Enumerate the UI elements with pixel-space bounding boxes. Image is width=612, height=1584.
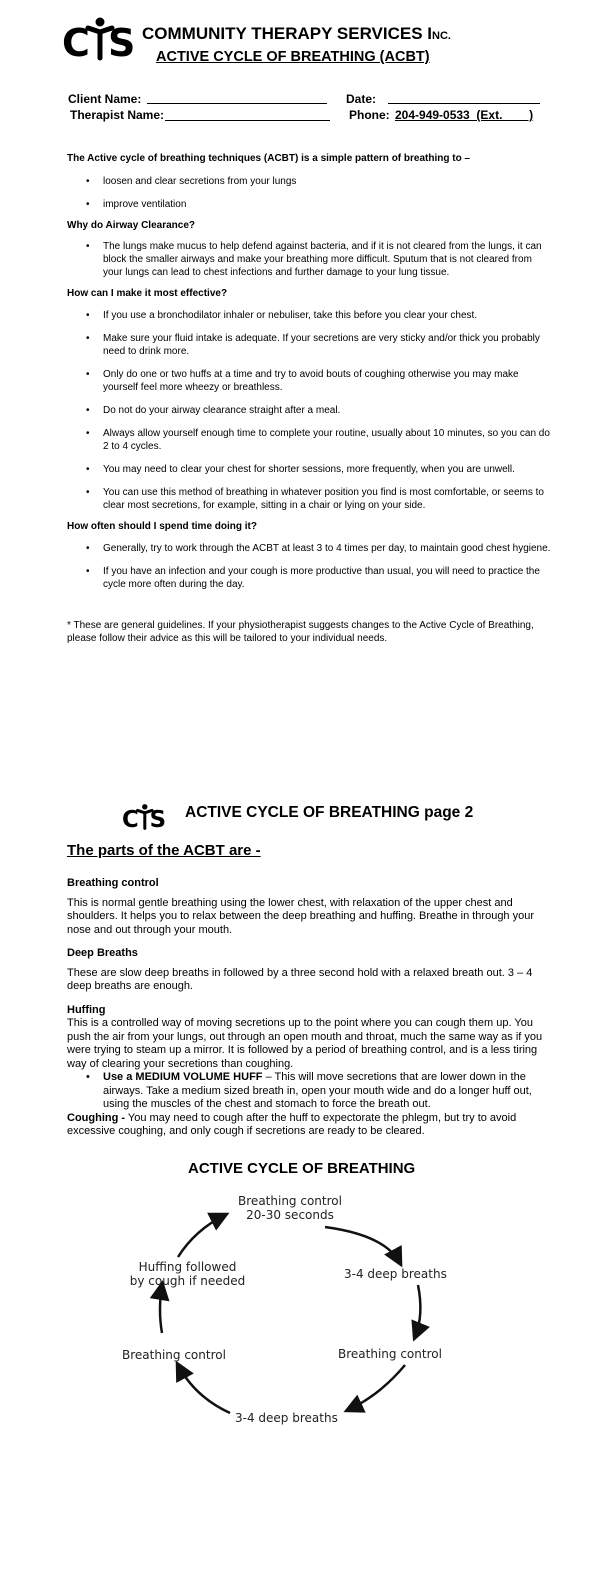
cycle-right-upper-label: 3-4 deep breaths [344,1267,447,1281]
cts-logo [62,14,136,65]
list-item [67,1071,545,1112]
svg-text:S: S [108,21,136,65]
intro-text: The Active cycle of breathing techniques (ACBT) is a simple pattern of breathing to – [67,153,471,164]
huffing-heading: Huffing [67,1003,106,1016]
page1-body [67,152,552,645]
list-item: • Always allow yourself enough time to complete your routine, usually about 10 minutes, so you can do 2 to 4 cycles. [67,427,552,453]
list-item: • The lungs make mucus to help defend against bacteria, and if it is not cleared from the lungs, it can block the smaller airways and make your breathing more difficult. Sputum that is not cleared from your lungs can lead to chest infections and further damage to your lung tissue. [67,240,552,279]
huffing-text: This is a controlled way of moving secretions up to the point where you can cough them up. You push the air from your lungs, out through an open mouth and throat, much the same way as if you were trying to steam up a mirror. It is followed by a period of breathing control, and is a less tiring way of clearing your secretions than coughing. [67,1017,543,1070]
cts-logo-small [122,802,167,834]
org-name: COMMUNITY THERAPY SERVICES INC. [142,24,451,43]
cycle-left-upper-label [120,1260,255,1288]
list-item: • If you have an infection and your cough is more productive than usual, you will need to practice the cycle more often during the day. [67,565,552,591]
svg-text:C: C [62,21,90,65]
list-item: • Generally, try to work through the ACBT at least 3 to 4 times per day, to maintain good chest hygiene. [67,542,552,555]
parts-heading: The parts of the ACBT are - [67,842,261,859]
cycle-bottom-label: 3-4 deep breaths [235,1411,338,1425]
coughing-text [67,1112,545,1139]
cycle-top-label [220,1194,360,1222]
svg-text:S: S [149,807,167,834]
why-bullets [67,240,552,279]
list-item: • You can use this method of breathing in whatever position you find is most comfortable, or seems to clear most secretions, for example, sitting in a chair or lying on your side. [67,486,552,512]
cycle-diagram [100,1185,500,1435]
breathing-control-heading: Breathing control [67,877,159,889]
client-name-label: Client Name: [68,92,142,106]
list-item: • loosen and clear secretions from your lungs [67,175,552,188]
page2-title: ACTIVE CYCLE OF BREATHING page 2 [185,804,474,821]
cycle-title: ACTIVE CYCLE OF BREATHING [188,1160,416,1177]
why-heading: Why do Airway Clearance? [67,220,195,231]
cycle-right-lower-label: Breathing control [338,1347,442,1361]
date-label: Date: [346,92,377,106]
deep-breaths-heading: Deep Breaths [67,947,138,959]
therapist-name-label: Therapist Name: [70,108,165,122]
list-item: • Make sure your fluid intake is adequate. If your secretions are very sticky and/or thick you probably need to drink more. [67,332,552,358]
cycle-left-lower-label: Breathing control [122,1348,226,1362]
cycle-top-line2: 20-30 seconds [246,1208,334,1222]
page2-body [67,877,545,1139]
breathing-control-text: This is normal gentle breathing using the lower chest, with relaxation of the upper chest and shoulders. It helps you to relax between the deep breathing and huffing. Breathe in through your nose and out through your mouth. [67,896,535,936]
list-item: • improve ventilation [67,198,552,211]
huff-bullet-text: – This will move secretions that are lower down in the airways. Take a medium sized breath in, open your mouth wide and do a longer huff out, using the muscles of the chest and stomach to force the breath out. [103,1071,532,1110]
coughing-body: You may need to cough after the huff to expectorate the phlegm, but try to avoid excessive coughing, and only cough if secretions are ready to be cleared. [67,1111,517,1137]
coughing-label: Coughing - [67,1111,126,1124]
list-item: • If you use a bronchodilator inhaler or nebuliser, take this before you clear your chest. [67,309,552,322]
cycle-top-line1: Breathing control [238,1194,342,1208]
how-heading: How can I make it most effective? [67,288,228,299]
phone-label: Phone: [349,108,390,122]
arrow-bottom-right [348,1365,405,1410]
arrow-top-right [325,1227,400,1263]
huffing-bullets [67,1071,545,1112]
footnote: * These are general guidelines. If your physiotherapist suggests changes to the Active Cycle of Breathing, please follow their advice as this will be tailored to your individual needs. [67,620,534,644]
arrow-left [160,1285,162,1333]
therapist-name-field[interactable] [165,120,330,121]
often-bullets [67,542,552,591]
svg-text:C: C [122,807,139,834]
deep-breaths-text: These are slow deep breaths in followed by a three second hold with a relaxed breath out. 3 – 4 deep breaths are enough. [67,966,533,992]
page-title: ACTIVE CYCLE OF BREATHING (ACBT) [156,49,430,65]
arrow-bottom-left [178,1365,230,1413]
cycle-left-upper-line2: by cough if needed [129,1274,246,1288]
client-name-field[interactable] [147,103,327,104]
arrow-top-left [178,1215,225,1257]
huff-bullet-bold: Use a MEDIUM VOLUME HUFF [103,1071,263,1083]
arrow-right [415,1285,420,1337]
list-item: • You may need to clear your chest for shorter sessions, more frequently, when you are unwell. [67,463,552,476]
list-item: • Do not do your airway clearance straight after a meal. [67,404,552,417]
intro-bullets [67,175,552,211]
phone-value: 204-949-0533 (Ext. ) [395,108,534,122]
how-bullets [67,309,552,512]
cycle-left-upper-line1: Huffing followed [138,1260,237,1274]
list-item: • Only do one or two huffs at a time and try to avoid bouts of coughing otherwise you may make yourself feel more wheezy or breathless. [67,368,552,394]
date-field[interactable] [388,103,540,104]
often-heading: How often should I spend time doing it? [67,521,257,532]
